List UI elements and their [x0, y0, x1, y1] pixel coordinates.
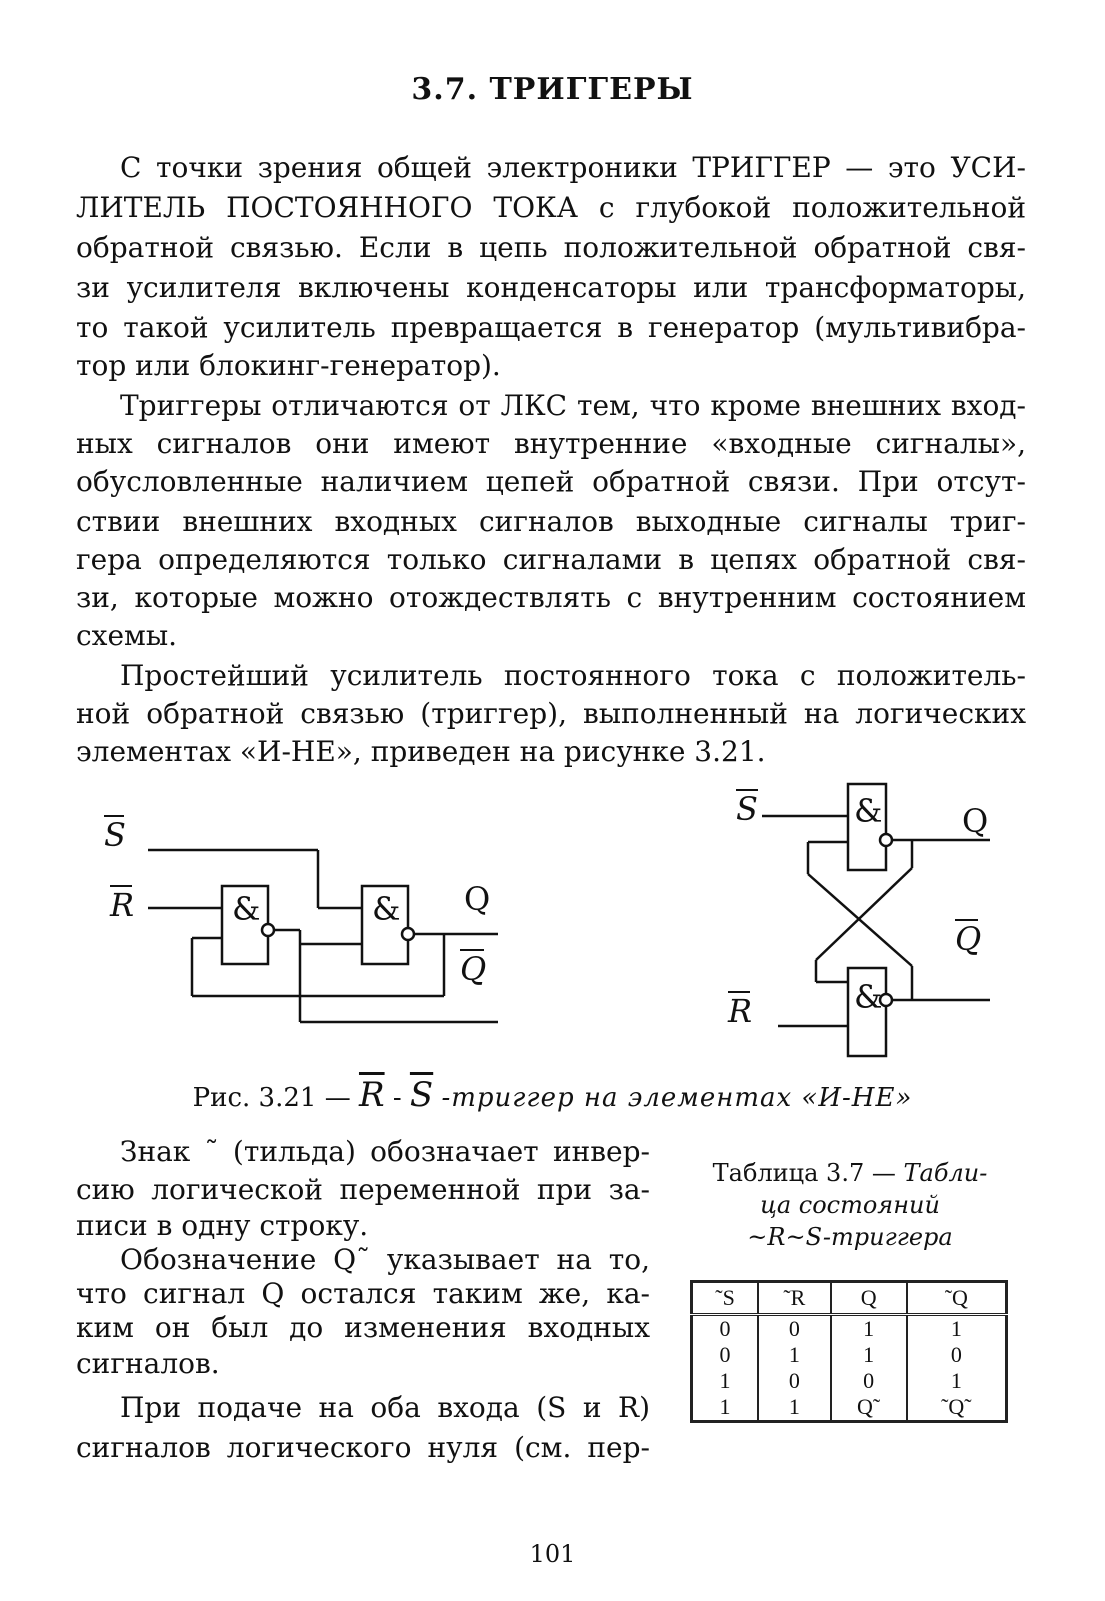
trigger-circuit-diagram: [0, 770, 1105, 1070]
paragraph-line: элементах «И-НЕ», приведен на рисунке 3.21.: [76, 735, 766, 768]
and-gate-symbol: &: [372, 890, 401, 928]
table-header: ˜Q: [907, 1282, 1007, 1315]
table-cell: 1: [907, 1368, 1007, 1394]
table-header: Q: [831, 1282, 907, 1315]
s-label-left: S: [104, 816, 126, 854]
paragraph-line: обратной связью. Если в цепь положительной обратной свя-: [76, 231, 1026, 264]
and-gate-symbol: &: [232, 890, 261, 928]
paragraph-line: Триггеры отличаются от ЛКС тем, что кроме внешних вход-: [120, 389, 1026, 422]
paragraph-line: зи, которые можно отождествлять с внутренним состоянием: [76, 581, 1026, 614]
table-cell: 1: [831, 1342, 907, 1368]
table-cell: 1: [907, 1315, 1007, 1343]
state-table: [690, 1280, 1008, 1423]
table-row: [692, 1368, 1007, 1394]
column-line: сигналов.: [76, 1347, 220, 1380]
table-cell: 1: [692, 1394, 759, 1422]
column-line: сигналов логического нуля (см. пер-: [76, 1431, 650, 1464]
table-cell: 0: [758, 1315, 830, 1343]
paragraph-line: ных сигналов они имеют внутренние «входные сигналы»,: [76, 427, 1026, 460]
table-cell: 1: [758, 1342, 830, 1368]
and-gate-symbol: &: [854, 978, 883, 1016]
table-cell: Q˜: [831, 1394, 907, 1422]
table-row: [692, 1394, 1007, 1422]
table-caption: Таблица 3.7 — Табли-: [712, 1159, 988, 1187]
paragraph-line: тор или блокинг-генератор).: [76, 349, 501, 382]
q-label-left: Q: [464, 880, 491, 918]
column-line: Обозначение Q˜ указывает на то,: [120, 1243, 650, 1276]
paragraph-line: С точки зрения общей электроники ТРИГГЕР — это УСИ-: [120, 151, 1026, 184]
qbar-label-right: Q: [955, 920, 982, 958]
column-line: ким он был до изменения входных: [76, 1311, 650, 1344]
paragraph-line: обусловленные наличием цепей обратной связи. При отсут-: [76, 465, 1026, 498]
table-cell: 1: [758, 1394, 830, 1422]
paragraph-line: ствии внешних входных сигналов выходные сигналы триг-: [76, 505, 1026, 538]
table-cell: 1: [831, 1315, 907, 1343]
paragraph-line: Простейший усилитель постоянного тока с положитель-: [120, 659, 1026, 692]
column-line: Знак ˜ (тильда) обозначает инвер-: [120, 1135, 650, 1168]
column-line: что сигнал Q остался таким же, ка-: [76, 1277, 650, 1310]
page-number: 101: [529, 1540, 576, 1568]
table-header: ˜S: [692, 1282, 759, 1315]
r-label-left: R: [110, 886, 135, 924]
paragraph-line: ЛИТЕЛЬ ПОСТОЯННОГО ТОКА с глубокой положительной: [76, 191, 1026, 224]
paragraph-line: ной обратной связью (триггер), выполненный на логических: [76, 697, 1026, 730]
column-line: писи в одну строку.: [76, 1209, 369, 1242]
and-gate-symbol: &: [854, 792, 883, 830]
table-row: [692, 1342, 1007, 1368]
column-line: сию логической переменной при за-: [76, 1173, 650, 1206]
paragraph-line: то такой усилитель превращается в генератор (мультивибра-: [76, 311, 1026, 344]
table-cell: ˜Q˜: [907, 1394, 1007, 1422]
table-header: ˜R: [758, 1282, 830, 1315]
table-cell: 0: [907, 1342, 1007, 1368]
table-cell: 1: [692, 1368, 759, 1394]
paragraph-line: гера определяются только сигналами в цепях обратной свя-: [76, 543, 1026, 576]
table-cell: 0: [692, 1342, 759, 1368]
table-row: [692, 1315, 1007, 1343]
q-label-right: Q: [962, 802, 989, 840]
paragraph-line: схемы.: [76, 619, 178, 652]
section-heading: 3.7. ТРИГГЕРЫ: [411, 72, 694, 107]
r-label-right: R: [728, 992, 753, 1030]
table-cell: 0: [692, 1315, 759, 1343]
s-label-right: S: [736, 790, 758, 828]
table-header-row: [692, 1282, 1007, 1315]
paragraph-line: зи усилителя включены конденсаторы или трансформаторы,: [76, 271, 1026, 304]
column-line: При подаче на оба входа (S и R): [120, 1391, 650, 1424]
table-caption: ца состояний: [760, 1191, 940, 1219]
table-caption: ~R~S-триггера: [747, 1223, 953, 1251]
table-cell: 0: [831, 1368, 907, 1394]
table-cell: 0: [758, 1368, 830, 1394]
qbar-label-left: Q: [460, 950, 487, 988]
figure-caption: Рис. 3.21 — $\overline{R} - \overline{S}$ -триггер на элементах «И-НЕ»: [192, 1075, 913, 1115]
